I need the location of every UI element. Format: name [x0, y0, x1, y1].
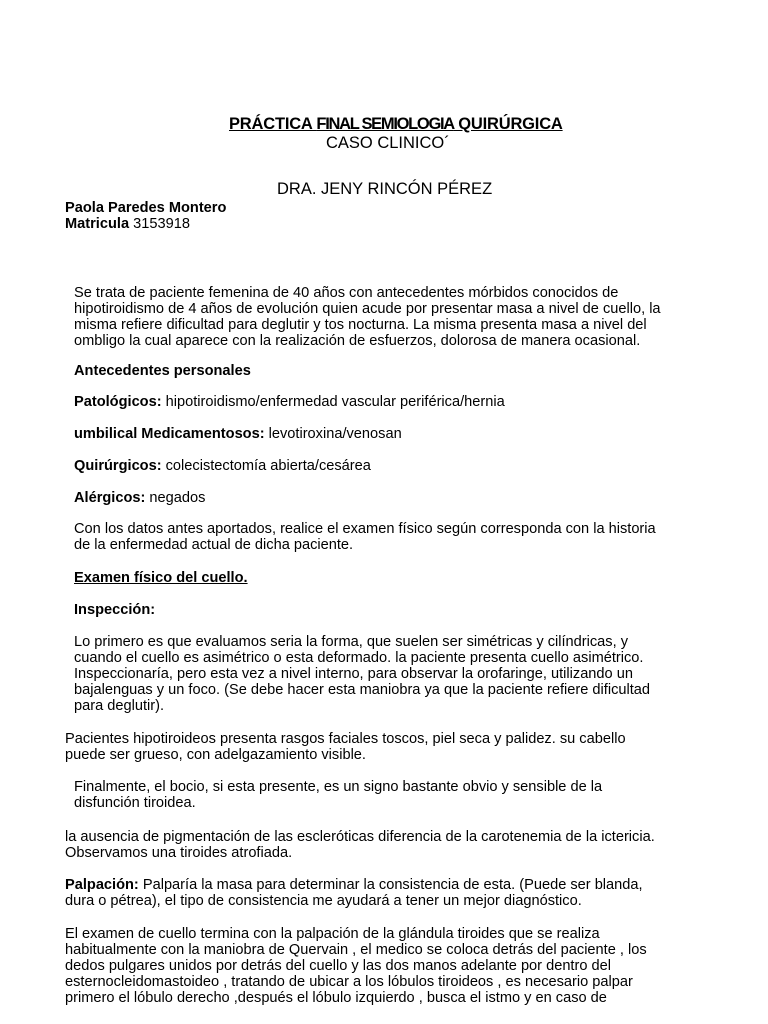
inspeccion-line: cuando el cuello es asimétrico o esta deformado. la paciente presenta cuello asimétrico. — [74, 650, 644, 666]
intro-line: Se trata de paciente femenina de 40 años con antecedentes mórbidos conocidos de — [74, 285, 619, 301]
final-line: habitualmente con la maniobra de Quervain , el medico se coloca detrás del paciente , los — [65, 942, 647, 958]
intro-line: hipotiroidismo de 4 años de evolución quien acude por presentar masa a nivel de cuello, la — [74, 301, 661, 317]
document-subtitle: CASO CLINICO´ — [326, 134, 450, 152]
student-name: Paola Paredes Montero — [65, 200, 227, 216]
antecedentes-heading: Antecedentes personales — [74, 363, 251, 379]
inspeccion-line: Inspeccionaría, pero esta vez a nivel interno, para observar la orofaringe, utilizando un — [74, 666, 633, 682]
instructions-line: de la enfermedad actual de dicha paciente. — [74, 537, 354, 553]
inspeccion-heading: Inspección: — [74, 602, 156, 618]
doctor-name: DRA. JENY RINCÓN PÉREZ — [277, 180, 493, 198]
inspeccion-line: Observamos una tiroides atrofiada. — [65, 845, 293, 861]
inspeccion-line: la ausencia de pigmentación de las escleróticas diferencia de la carotenemia de la ictericia. — [65, 829, 655, 845]
patologicos-line: Patológicos: hipotiroidismo/enfermedad vascular periférica/hernia — [74, 394, 505, 410]
inspeccion-line: Pacientes hipotiroideos presenta rasgos faciales toscos, piel seca y palidez. su cabello — [65, 731, 626, 747]
document-title: PRÁCTICA FINAL SEMIOLOGIA QUIRÚRGICA — [229, 115, 563, 133]
inspeccion-line: disfunción tiroidea. — [74, 795, 196, 811]
palpacion-line: Palpación: Palparía la masa para determinar la consistencia de esta. (Puede ser blanda, — [65, 877, 643, 893]
student-matricula: Matricula 3153918 — [65, 216, 190, 232]
intro-line: misma refiere dificultad para deglutir y tos nocturna. La misma presenta masa a nivel del — [74, 317, 647, 333]
inspeccion-line: Lo primero es que evaluamos seria la forma, que suelen ser simétricas y cilíndricas, y — [74, 634, 628, 650]
final-line: El examen de cuello termina con la palpación de la glándula tiroides que se realiza — [65, 926, 600, 942]
final-line: esternocleidomastoideo , tratando de ubicar a los lóbulos tiroideos , es necesario palpar — [65, 974, 633, 990]
palpacion-line: dura o pétrea), el tipo de consistencia me ayudará a tener un mejor diagnóstico. — [65, 893, 582, 909]
final-line: primero el lóbulo derecho ,después el lóbulo izquierdo , busca el istmo y en caso de — [65, 990, 607, 1006]
inspeccion-line: Finalmente, el bocio, si esta presente, es un signo bastante obvio y sensible de la — [74, 779, 603, 795]
instructions-line: Con los datos antes aportados, realice el examen físico según corresponda con la historia — [74, 521, 656, 537]
quirurgicos-line: Quirúrgicos: colecistectomía abierta/cesárea — [74, 458, 371, 474]
inspeccion-line: para deglutir). — [74, 698, 165, 714]
final-line: dedos pulgares unidos por detrás del cuello y las dos manos adelante por dentro del — [65, 958, 611, 974]
alergicos-line: Alérgicos: negados — [74, 490, 206, 506]
medicamentosos-line: umbilical Medicamentosos: levotiroxina/venosan — [74, 426, 402, 442]
exam-heading: Examen físico del cuello. — [74, 570, 248, 586]
intro-line: ombligo la cual aparece con la realización de esfuerzos, dolorosa de manera ocasional. — [74, 333, 641, 349]
inspeccion-line: bajalenguas y un foco. (Se debe hacer esta maniobra ya que la paciente refiere dificultad — [74, 682, 651, 698]
inspeccion-line: puede ser grueso, con adelgazamiento visible. — [65, 747, 366, 763]
